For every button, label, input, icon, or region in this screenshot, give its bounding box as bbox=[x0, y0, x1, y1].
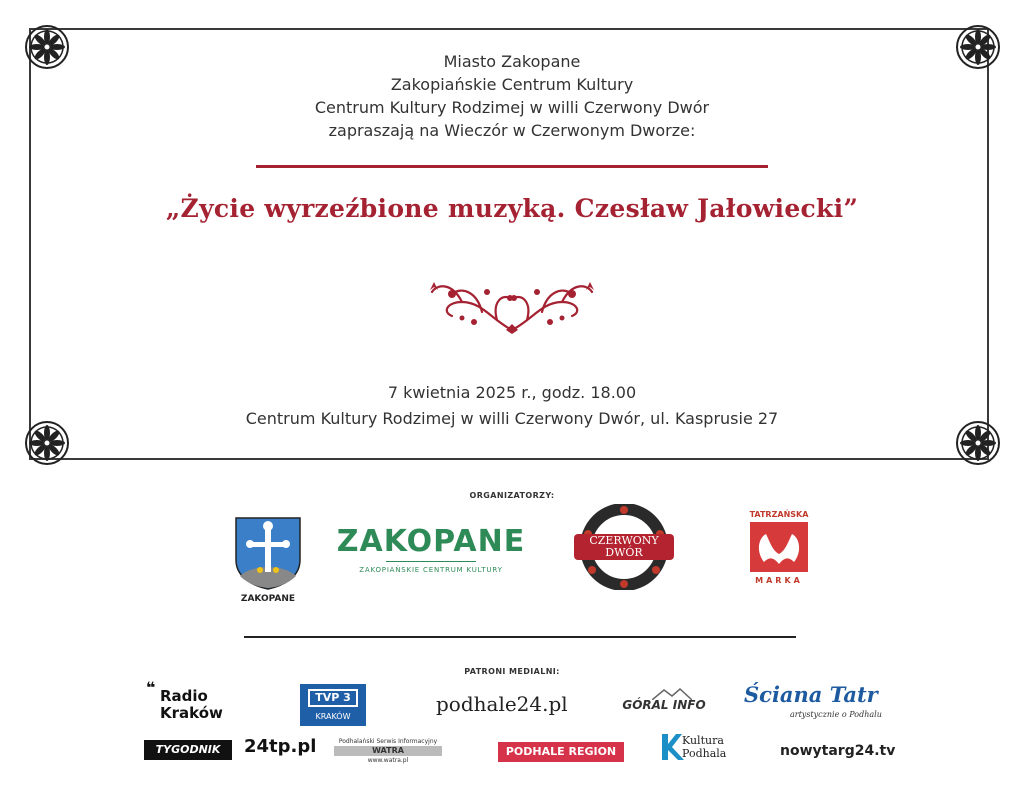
kultura-k-icon bbox=[660, 732, 684, 762]
goral-text: GÓRAL INFO bbox=[622, 698, 706, 712]
watra-logo bbox=[330, 738, 446, 766]
radio-text bbox=[160, 688, 223, 722]
24tp-logo bbox=[244, 736, 317, 762]
podhale24-logo: podhale24.pl bbox=[436, 692, 568, 716]
tm-top: TATRZAŃSKA bbox=[749, 510, 809, 519]
section-separator bbox=[244, 636, 796, 638]
watra-top: Podhalański Serwis Informacyjny bbox=[338, 738, 438, 745]
floral-ornament-icon bbox=[422, 272, 602, 338]
tygodnik-logo: TYGODNIK bbox=[144, 740, 232, 760]
radio-quote-icon: ❝ bbox=[146, 678, 156, 697]
sciana-tagline: artystycznie o Podhalu bbox=[790, 710, 882, 719]
kultura-line: Podhala bbox=[682, 747, 727, 760]
kultura-podhala-logo bbox=[660, 730, 740, 766]
tm-bottom: MARKA bbox=[755, 576, 803, 585]
24tp-text: 24tp.pl bbox=[244, 736, 317, 757]
crest-label: ZAKOPANE bbox=[240, 594, 296, 604]
intro-line: Zakopiańskie Centrum Kultury bbox=[390, 75, 634, 94]
event-date: 7 kwietnia 2025 r., godz. 18.00 bbox=[387, 383, 637, 402]
kultura-line: Kultura bbox=[682, 734, 724, 747]
zck-wordmark: ZAKOPANE bbox=[336, 524, 526, 559]
goral-info-logo bbox=[622, 688, 706, 722]
watra-url: www.watra.pl bbox=[367, 757, 409, 764]
event-details bbox=[0, 380, 1024, 432]
patrons-heading: PATRONI MEDIALNI: bbox=[464, 667, 560, 676]
kultura-text bbox=[682, 734, 726, 760]
zakopane-crest-logo bbox=[232, 516, 304, 606]
invitation-intro bbox=[0, 50, 1024, 142]
intro-line: Centrum Kultury Rodzimej w willi Czerwony Dwór bbox=[314, 98, 710, 117]
podhale-region-logo: PODHALE REGION bbox=[498, 742, 624, 762]
tatrzanska-marka-logo bbox=[744, 510, 814, 590]
tvp3-logo bbox=[300, 684, 366, 726]
tvp-top: TVP 3 bbox=[308, 689, 358, 707]
event-place: Centrum Kultury Rodzimej w willi Czerwony Dwór, ul. Kasprusie 27 bbox=[245, 409, 779, 428]
wreath-line: DWÓR bbox=[605, 546, 643, 559]
watra-mid: WATRA bbox=[334, 746, 442, 756]
radio-line: Radio bbox=[160, 687, 208, 705]
wreath-text bbox=[574, 535, 674, 559]
event-title: „Życie wyrzeźbione muzyką. Czesław Jałowiecki” bbox=[165, 194, 859, 223]
nowytarg24-logo: nowytarg24.tv bbox=[780, 743, 896, 759]
zck-subtitle: ZAKOPIAŃSKIE CENTRUM KULTURY bbox=[359, 566, 503, 574]
sciana-tatr-logo bbox=[744, 682, 884, 726]
radio-line: Kraków bbox=[160, 704, 223, 722]
intro-line: Miasto Zakopane bbox=[443, 52, 581, 71]
title-divider bbox=[256, 165, 768, 168]
zck-rule bbox=[386, 561, 476, 562]
sciana-title: Ściana Tatr bbox=[744, 682, 878, 707]
organizers-heading: ORGANIZATORZY: bbox=[469, 491, 555, 500]
czerwony-dwor-logo bbox=[570, 504, 678, 590]
zakopane-crest-icon bbox=[232, 516, 304, 590]
wreath-line: CZERWONY bbox=[589, 534, 659, 547]
radio-krakow-logo bbox=[146, 678, 230, 724]
tatrzanska-mark-icon bbox=[750, 522, 808, 572]
tvp-bottom: KRAKÓW bbox=[315, 712, 351, 721]
zck-logo bbox=[336, 524, 526, 584]
intro-line: zapraszają na Wieczór w Czerwonym Dworze: bbox=[328, 121, 696, 140]
